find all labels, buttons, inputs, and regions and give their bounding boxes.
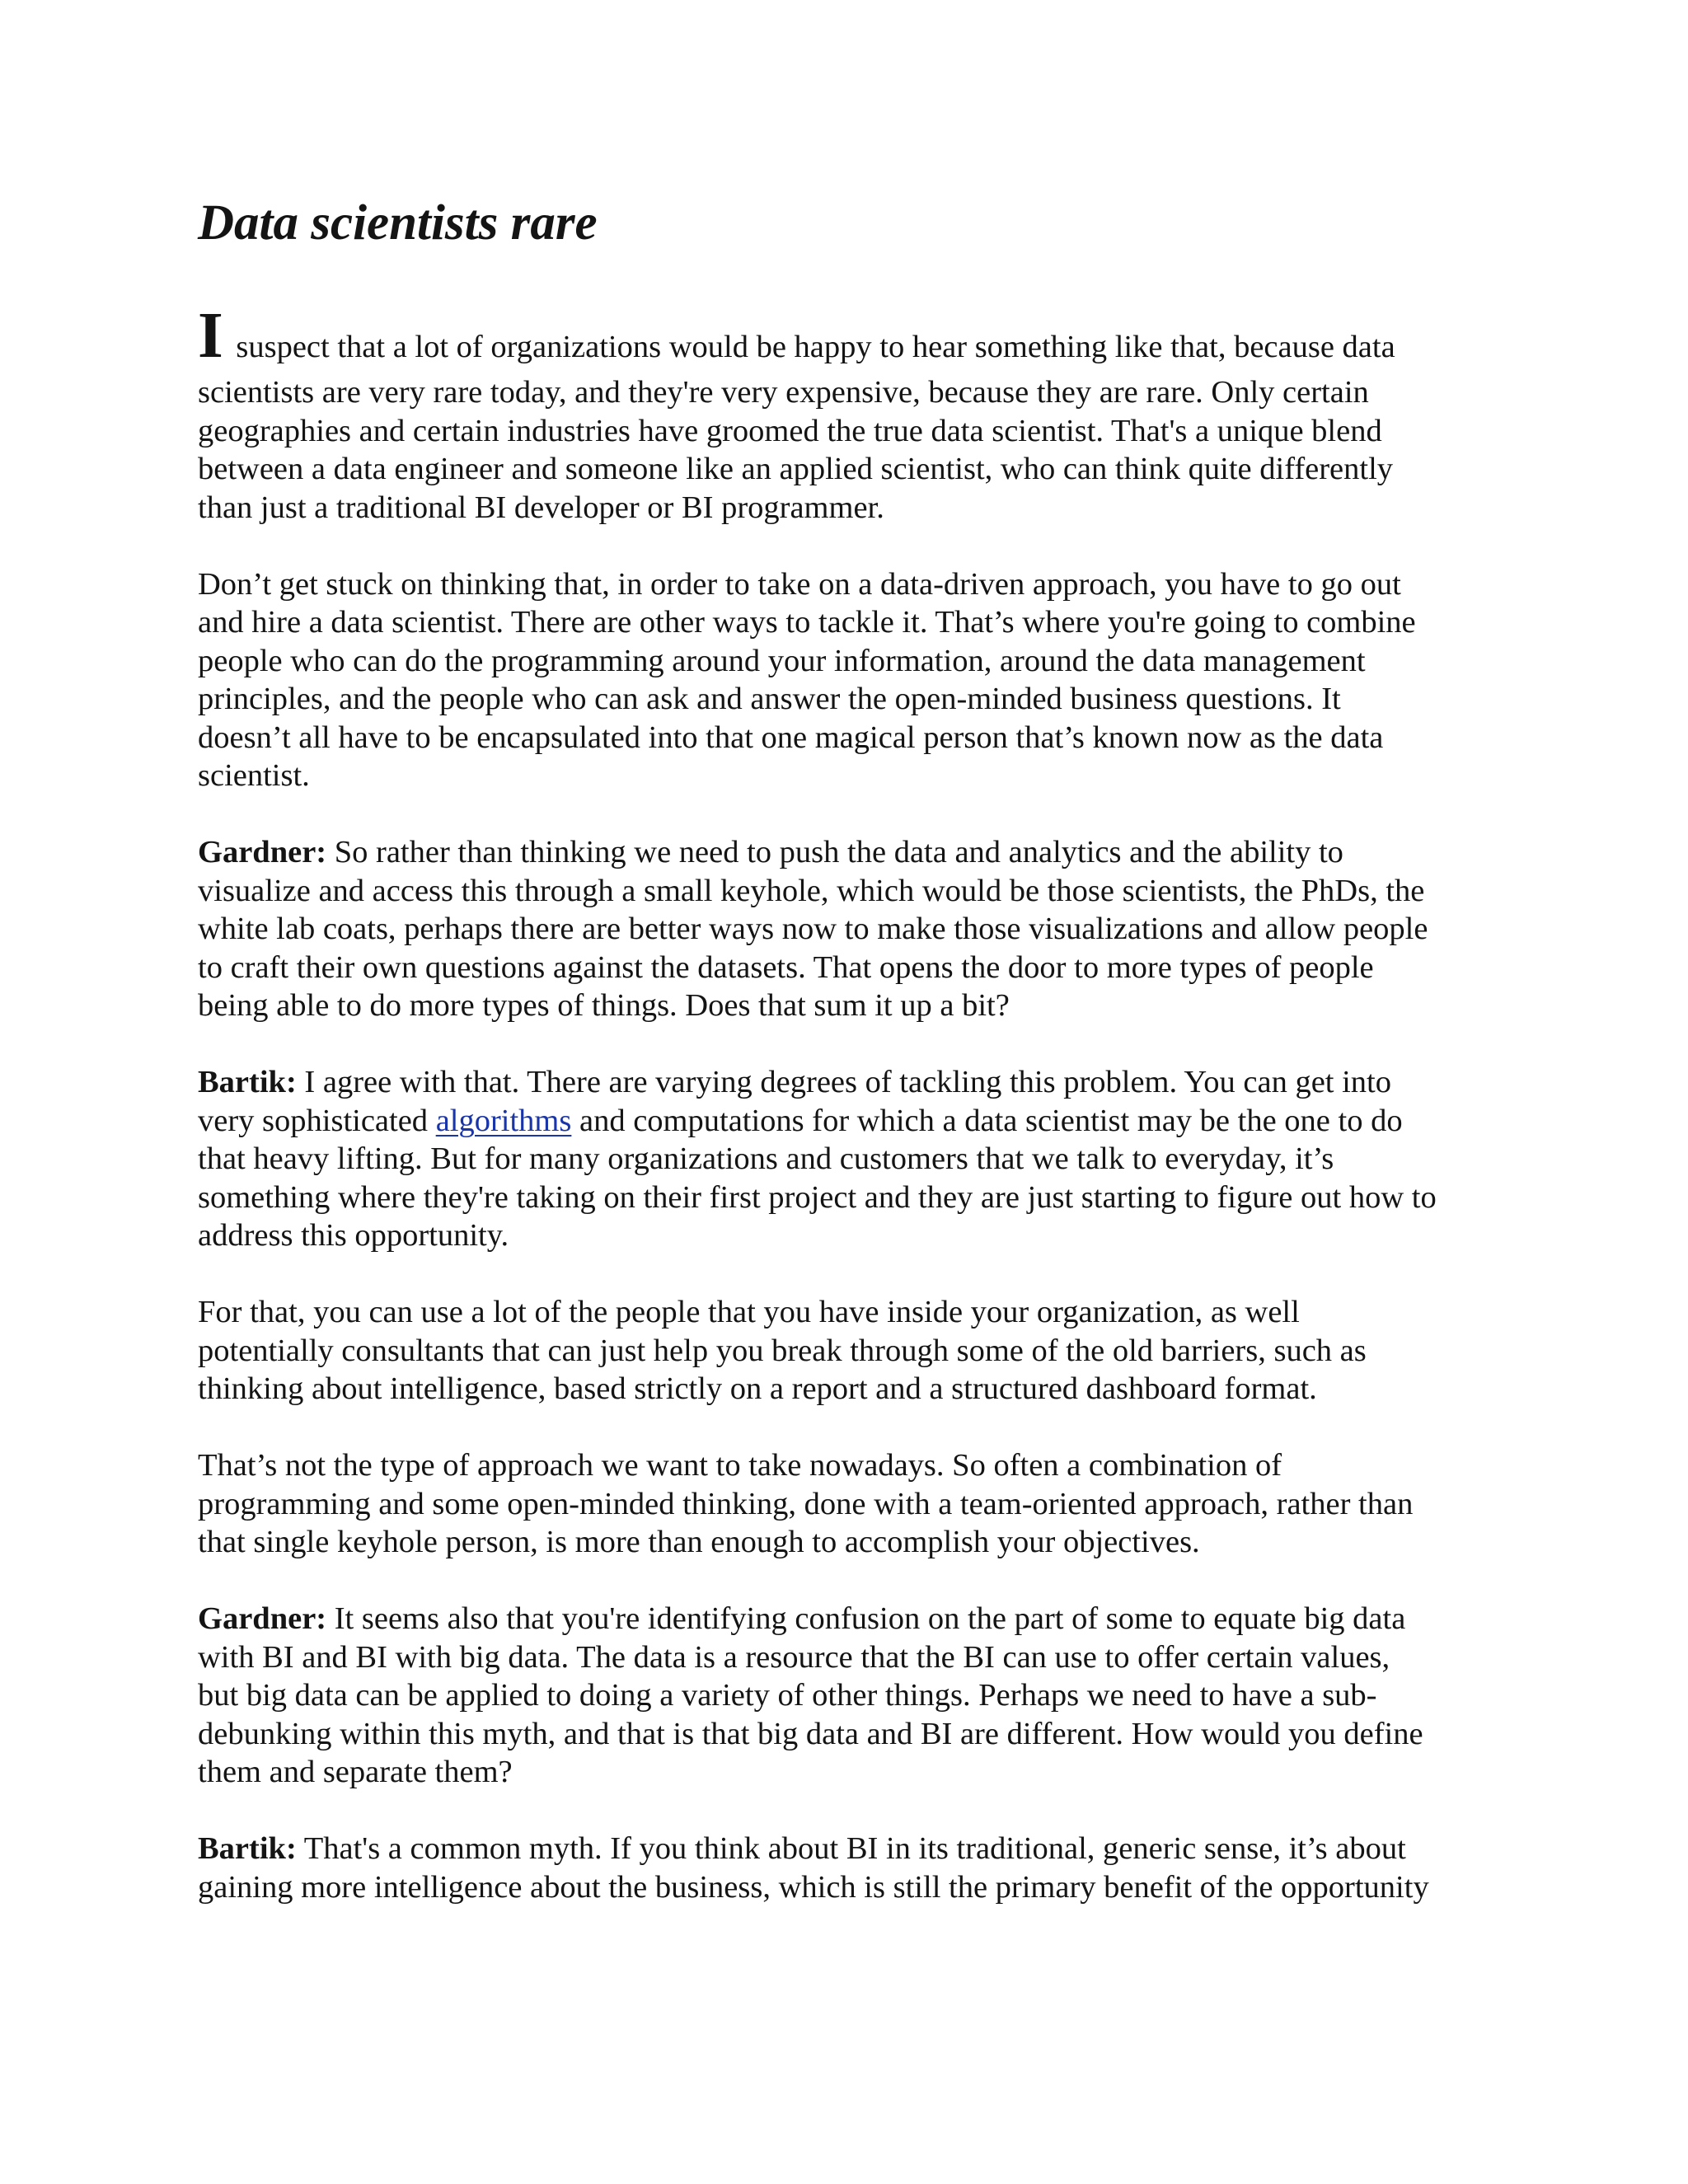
paragraph-bartik [198, 1063, 1500, 1255]
text-line: address this opportunity. [198, 1218, 509, 1253]
section-heading: Data scientists rare [198, 195, 598, 251]
text-run: and computations for which a data scientist may be the one to do [571, 1103, 1403, 1138]
text-run: suspect that a lot of organizations would be happy to hear something like that, because data [227, 330, 1395, 364]
speaker-label: Gardner: [198, 835, 327, 869]
text-line: scientist. [198, 758, 310, 793]
text-line [198, 300, 1500, 373]
text-line: being able to do more types of things. Does that sum it up a bit? [198, 988, 1010, 1023]
speaker-label: Bartik: [198, 1831, 297, 1866]
text-line: gaining more intelligence about the business, which is still the primary benefit of the opportunity [198, 1869, 1429, 1905]
text-line [198, 1063, 1500, 1102]
text-line [198, 1600, 1500, 1638]
text-line: but big data can be applied to doing a variety of other things. Perhaps we need to have a sub- [198, 1678, 1377, 1713]
text-line: them and separate them? [198, 1755, 513, 1789]
text-line: people who can do the programming around your information, around the data management [198, 643, 1366, 678]
paragraph-gap [198, 1025, 1500, 1064]
text-line: principles, and the people who can ask and answer the open-minded business questions. It [198, 682, 1341, 716]
text-line: to craft their own questions against the datasets. That opens the door to more types of people [198, 949, 1374, 985]
paragraph-gardner [198, 1600, 1500, 1792]
text-line: That’s not the type of approach we want to take nowadays. So often a combination of [198, 1448, 1282, 1483]
text-line: and hire a data scientist. There are other ways to tackle it. That’s where you're going to combine [198, 605, 1416, 640]
text-line: something where they're taking on their first project and they are just starting to figure out how to [198, 1179, 1437, 1215]
paragraph-gardner [198, 833, 1500, 1025]
paragraph-gap [198, 1792, 1500, 1830]
text-line: that heavy lifting. But for many organizations and customers that we talk to everyday, it’s [198, 1141, 1334, 1176]
text-line: visualize and access this through a small keyhole, which would be those scientists, the PhDs, the [198, 873, 1425, 908]
paragraph-bartik [198, 1830, 1500, 1906]
article-body [198, 300, 1500, 1906]
speaker-label: Gardner: [198, 1601, 327, 1636]
paragraph [198, 565, 1500, 795]
text-line: thinking about intelligence, based strictly on a report and a structured dashboard format. [198, 1371, 1317, 1406]
paragraph-gap [198, 795, 1500, 834]
text-line: debunking within this myth, and that is that big data and BI are different. How would you define [198, 1716, 1423, 1751]
drop-cap: I [198, 300, 223, 372]
speaker-label: Bartik: [198, 1065, 297, 1099]
paragraph [198, 1293, 1500, 1408]
paragraph-gap [198, 1408, 1500, 1447]
text-line: that single keyhole person, is more than enough to accomplish your objectives. [198, 1525, 1200, 1559]
paragraph [198, 1446, 1500, 1562]
paragraph-intro [198, 300, 1500, 527]
text-line: geographies and certain industries have groomed the true data scientist. That's a unique blend [198, 413, 1382, 448]
text-line [198, 833, 1500, 872]
text-run: I agree with that. There are varying degrees of tackling this problem. You can get into [296, 1065, 1391, 1099]
paragraph-gap [198, 1562, 1500, 1601]
text-line: white lab coats, perhaps there are better ways now to make those visualizations and allow people [198, 912, 1428, 946]
text-line [198, 1102, 1500, 1141]
text-line [198, 1830, 1500, 1868]
text-run: very sophisticated [198, 1103, 436, 1138]
paragraph-gap [198, 527, 1500, 565]
algorithms-link[interactable]: algorithms [435, 1103, 572, 1138]
text-line: between a data engineer and someone like an applied scientist, who can think quite differently [198, 452, 1394, 486]
text-line: than just a traditional BI developer or BI programmer. [198, 490, 884, 525]
text-line: potentially consultants that can just help you break through some of the old barriers, such as [198, 1333, 1367, 1368]
text-line: scientists are very rare today, and they're very expensive, because they are rare. Only certain [198, 375, 1369, 410]
text-line: with BI and BI with big data. The data is a resource that the BI can use to offer certain values, [198, 1639, 1390, 1675]
text-run: That's a common myth. If you think about BI in its traditional, generic sense, it’s about [296, 1831, 1406, 1866]
text-line: Don’t get stuck on thinking that, in order to take on a data-driven approach, you have to go out [198, 566, 1401, 602]
text-line: programming and some open-minded thinking, done with a team-oriented approach, rather than [198, 1486, 1414, 1521]
paragraph-gap [198, 1255, 1500, 1294]
text-run: So rather than thinking we need to push the data and analytics and the ability to [326, 835, 1343, 869]
text-line: doesn’t all have to be encapsulated into that one magical person that’s known now as the data [198, 719, 1384, 755]
text-run: It seems also that you're identifying confusion on the part of some to equate big data [326, 1601, 1406, 1636]
text-line: For that, you can use a lot of the people that you have inside your organization, as well [198, 1295, 1300, 1329]
